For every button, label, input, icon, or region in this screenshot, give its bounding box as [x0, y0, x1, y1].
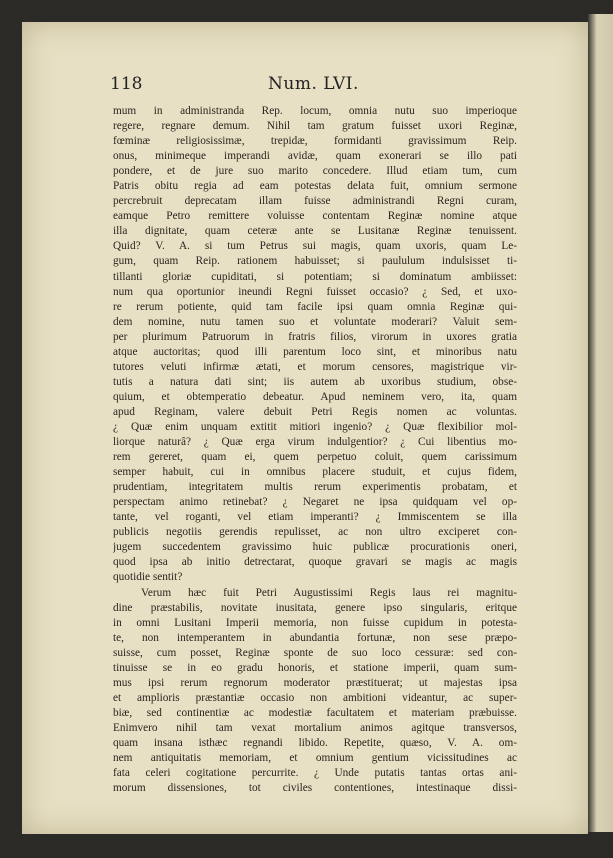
text-line: re rerum potiente, quid tam facile ipsi quam omnia Reginæ qui-	[113, 300, 517, 313]
text-line: illa dignitate, quam ceteræ ante se Lusitanæ Reginæ tenuissent.	[113, 225, 517, 238]
text-line: mus ipsi rerum regnorum moderator præstituerat; ut majestas ipsa	[113, 676, 517, 689]
text-line: quod ipsa ab initio detrectarat, quoque gravari se magis ac magis	[113, 556, 517, 569]
text-line: tillanti gloriæ cupiditati, si potentiam; si dominatum ambiisset:	[113, 270, 517, 283]
page-edge	[588, 14, 613, 832]
text-line: fœminæ religiosissimæ, trepidæ, formidanti gravissimum Reip.	[113, 135, 517, 148]
text-line: et amplioris præstantiæ occasio non ambitioni videantur, ac super-	[113, 691, 517, 704]
text-line: nem antiquitatis memoriam, et omnium gentium vicissitudines ac	[113, 752, 517, 765]
text-line: quotidie sentit?	[113, 571, 183, 584]
text-line: perspectam animo retinebat? ¿ Negaret ne ipsa quidquam vel op-	[113, 496, 517, 509]
text-line: ¿ Quæ enim unquam extitit mitiori ingenio? ¿ Quæ flexibilior mol-	[113, 420, 517, 433]
text-line: in omni Lusitani Imperii memoria, non fuisse cupidum in potesta-	[113, 616, 517, 629]
text-line: apud Reginam, valere debuit Petri Regis nomen ac voluntas.	[113, 405, 517, 418]
page-number: 118	[110, 74, 143, 94]
text-line: Patris obitu regia ad eam potestas delata fuit, omnium sermone	[113, 180, 517, 193]
text-line: prudentiam, integritatem multis rerum experimentis probatam, et	[113, 481, 517, 494]
text-line: liorque naturâ? ¿ Quæ erga virum indulgentior? ¿ Cui libentius mo-	[113, 436, 517, 449]
text-line: semper habuit, cui in omnibus placere studuit, et cujus fidem,	[113, 466, 517, 479]
text-line: num qua oportunior ineundi Regni fuisset occasio? ¿ Sed, et uxo-	[113, 285, 517, 298]
text-line: gum, quam Reip. rationem habuisset; si paululum indulsisset ti-	[113, 255, 517, 268]
text-line: tante, vel roganti, vel etiam imperanti? ¿ Immiscentem se illa	[113, 511, 517, 524]
text-line: morum dissensiones, tot civiles contentiones, intestinaque dissi-	[113, 782, 517, 795]
text-line: per plurimum Patruorum in fratris filios, virorum in uxores gratia	[113, 330, 517, 343]
text-line: tutores veluti infirmæ ætati, et morum censores, magistrique vir-	[113, 360, 517, 373]
text-line: Quid? V. A. si tum Petrus sui magis, quam uxoris, quam Le-	[113, 240, 517, 253]
running-head: Num. LVI.	[268, 74, 359, 94]
text-line: regere, regnare demum. Nihil tam gratum fuisset uxori Reginæ,	[113, 120, 517, 133]
text-line: percrebruit deprecatam illam fuisse administrandi Regni curam,	[113, 195, 517, 208]
text-line: rem gereret, quam ei, quem perpetuo coluit, quem carissimum	[113, 451, 517, 464]
text-line: te, non intemperantem in abundantia fortunæ, non sese præpo-	[113, 631, 517, 644]
text-line: dine præstabilis, novitate inusitata, genere ipso singularis, eritque	[113, 601, 517, 614]
text-line: tinuisse se in eo gradu honoris, et statione imperii, quam sum-	[113, 661, 517, 674]
text-line: atque auctoritas; quod illi parentum loco sint, et minoribus natu	[113, 345, 517, 358]
body-text	[113, 104, 517, 796]
text-line: Verum hæc fuit Petri Augustissimi Regis laus rei magnitu-	[141, 586, 517, 599]
text-line: publicis negotiis gerendis repulisset, ac non ultro exciperet con-	[113, 526, 517, 539]
text-line: mum in administranda Rep. locum, omnia nutu suo imperioque	[113, 105, 517, 117]
text-line: onus, minimeque imperandi avidæ, quam exonerari se illo pati	[113, 150, 517, 163]
text-line: suisse, cum posset, Reginæ sponte de suo loco cessuræ: sed con-	[113, 646, 517, 659]
text-line: pondere, et de jure suo marito concedere. Illud etiam tum, cum	[113, 165, 517, 178]
text-line: fata celeri cogitatione percurrite. ¿ Unde putatis tantas ortas ani-	[113, 767, 517, 780]
text-line: jugem succedentem gravissimo huic publicæ procurationis oneri,	[113, 541, 517, 554]
text-line: tutis a natura dati sint; iis autem ab uxoribus studium, obse-	[113, 375, 517, 388]
text-line: dem nomine, nutu tamen suo et voluntate moderari? Valuit sem-	[113, 315, 517, 328]
text-line: biæ, sed continentiæ ac modestiæ facultatem et materiam præbuisse.	[113, 706, 517, 719]
text-line: quium, et obtemperatio debeatur. Apud neminem vero, ita, quam	[113, 390, 517, 403]
text-line: eamque Petro remittere voluisse contentam Reginæ nomine atque	[113, 210, 517, 223]
text-line: Enimvero nihil tam vexat mortalium animos agitque transversos,	[113, 721, 517, 734]
text-line: quam insana isthæc regnandi libido. Repetite, quæso, V. A. om-	[113, 736, 517, 749]
page-header	[110, 74, 480, 98]
